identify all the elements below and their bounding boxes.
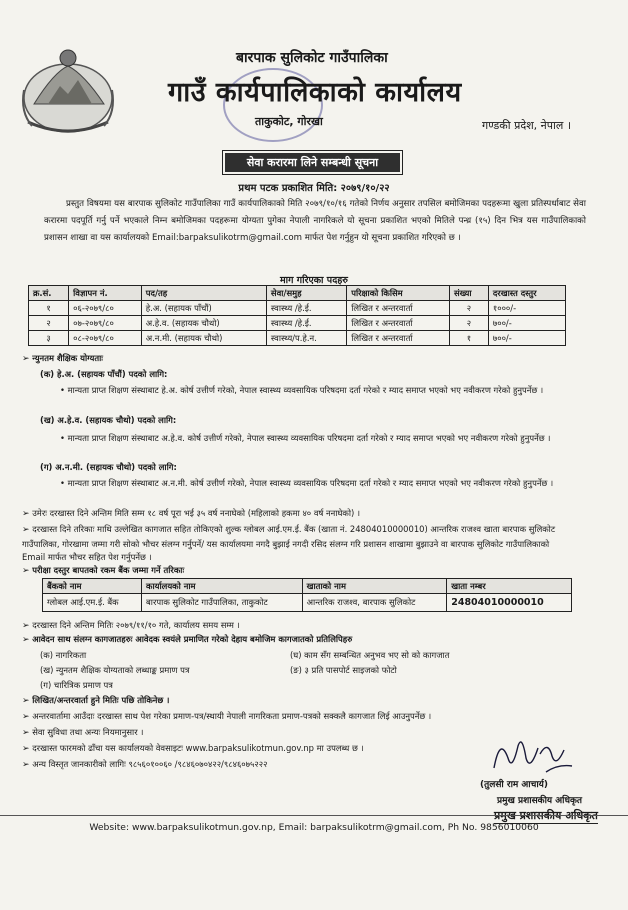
table-row — [29, 301, 566, 316]
documents-title — [22, 633, 352, 647]
table-cell: बारपाक सुलिकोट गाउँपालिका, ताकुकोट — [142, 594, 303, 612]
bank-table — [42, 578, 572, 612]
arrow-bullet-icon: ➢ — [22, 621, 30, 631]
table-header-cell: पद/तह — [141, 286, 266, 301]
qualification-heading-text: (ग) अ.न.मी. (सहायक चौथो) पदको लागि: — [40, 462, 177, 472]
arrow-bullet-icon: ➢ — [22, 354, 30, 364]
document-item: (ङ) ३ प्रति पासपोर्ट साइजको फोटो — [290, 665, 397, 675]
table-header-cell: परिक्षाको किसिम — [347, 286, 450, 301]
publish-date: प्रथम पटक प्रकाशित मिति: २०७९/१०/२२ — [238, 183, 390, 194]
posts-table — [28, 285, 566, 346]
table-cell: लिखित र अन्तरवार्ता — [347, 301, 450, 316]
fee-title — [22, 564, 184, 578]
qualification-text-content: मान्यता प्राप्त शिक्षण संस्थाबाट हे.अ. कोर्ष उत्तीर्ण गरेको, नेपाल स्वास्थ्य व्यवसायिक परिषदमा दर्ता गरेको र म्याद समाप्त भएको भए नवीकरण गरेको हुनुपर्नेछ । — [67, 385, 544, 395]
qualification-heading — [40, 368, 167, 381]
signatory-name: (तुलसी राम आचार्य) — [480, 780, 548, 790]
nepal-emblem-icon — [14, 42, 122, 138]
interview-documents-text: अन्तरवार्तामा आउँदाः दरखास्त साथ पेश गरेका प्रमाण-पत्र/स्थायी नेपाली नागरिकता प्रमाण-पत्रको सक्कलै कागजात लिई आउनुपर्नेछ । — [32, 711, 432, 721]
table-cell: ०७-२०७९/८० — [69, 316, 142, 331]
age-requirement — [22, 507, 360, 521]
table-cell: १ — [450, 331, 489, 346]
table-cell: लिखित र अन्तरवार्ता — [347, 331, 450, 346]
document-item: (घ) काम सँग सम्बन्धित अनुभव भए सो को कागजात — [290, 650, 450, 660]
table-header-row — [43, 579, 572, 594]
arrow-bullet-icon: ➢ — [22, 696, 30, 706]
footer-divider — [0, 815, 628, 816]
age-text: उमेरः दरखास्त दिने अन्तिम मिति सम्म १८ वर्ष पूरा भई ३५ वर्ष ननाघेको (महिलाको हकमा ४० वर्ष ननाघेको) । — [32, 508, 361, 518]
office-name: गाउँ कार्यपालिकाको कार्यालय — [168, 77, 462, 108]
table-cell: स्वास्थ्य/प.हे.न. — [266, 331, 346, 346]
contact-info-text: अन्य विस्तृत जानकारीको लागिः ९८५६०१००६० /९८४६०७०४२२/९८४६०७५२२२ — [32, 759, 268, 769]
table-row — [29, 331, 566, 346]
deadline — [22, 619, 240, 633]
arrow-bullet-icon: ➢ — [22, 712, 30, 722]
arrow-bullet-icon: ➢ — [22, 635, 30, 645]
table-cell: २ — [29, 316, 69, 331]
qualification-heading-text: (ख) अ.हे.व. (सहायक चौथो) पदको लागि: — [40, 415, 177, 425]
form-info-text: दरखास्त फारमको ढाँचा यस कार्यालयको वेवसाइटः www.barpaksulikotmun.gov.np मा उपलब्ध छ । — [32, 743, 364, 753]
table-row — [29, 316, 566, 331]
arrow-bullet-icon: ➢ — [22, 525, 30, 535]
province-label: गण्डकी प्रदेश, नेपाल । — [482, 119, 571, 132]
exam-date-text: लिखित/अन्तरवार्ता हुने मितिः पछि तोकिनेछ । — [32, 695, 170, 705]
qualifications-title-text: न्युनतम शैक्षिक योग्यताः — [32, 353, 103, 363]
footer-contact: Website: www.barpaksulikotmun.gov.np, Email: barpaksulikotrm@gmail.com, Ph No. 9856010060 — [89, 822, 539, 833]
arrow-bullet-icon: ➢ — [22, 566, 30, 576]
table-cell: ७००/- — [488, 316, 565, 331]
document-item: (क) नागरिकता — [40, 650, 87, 660]
table-cell: ०६-२०७९/८० — [69, 301, 142, 316]
table-cell: स्वास्थ्य /हे.ई. — [266, 301, 346, 316]
signatory-title: प्रमुख प्रशासकीय अधिकृत — [497, 796, 583, 806]
table-cell: ग्लोबल आई.एम.ई. बैंक — [43, 594, 142, 612]
table-header-row — [29, 286, 566, 301]
application-method — [22, 523, 572, 565]
table-cell: १०००/- — [488, 301, 565, 316]
table-header-cell: क्र.सं. — [29, 286, 69, 301]
qualification-text-content: मान्यता प्राप्त शिक्षण संस्थाबाट अ.न.मी. कोर्ष उत्तीर्ण गरेको, नेपाल स्वास्थ्य व्यवसायिक परिषदमा दर्ता गरेको र म्याद समाप्त भएको भए नवीकरण गरेको हुनुपर्नेछ । — [67, 478, 554, 488]
table-header-cell: संख्या — [450, 286, 489, 301]
table-cell: १ — [29, 301, 69, 316]
deadline-text: दरखास्त दिने अन्तिम मितिः २०७९/११/१० गते, कार्यालय समय सम्म । — [32, 620, 240, 630]
table-cell: अ.हे.व. (सहायक चौथो) — [141, 316, 266, 331]
office-address: ताकुकोट, गोरखा — [255, 115, 323, 128]
municipality-name: बारपाक सुलिकोट गाउँपालिका — [236, 50, 388, 66]
table-cell: 24804010000010 — [447, 594, 572, 612]
table-cell: ७००/- — [488, 331, 565, 346]
table-cell: २ — [450, 316, 489, 331]
table-row — [43, 594, 572, 612]
arrow-bullet-icon: ➢ — [22, 744, 30, 754]
table-cell: आन्तरिक राजश्व, बारपाक सुलिकोट — [302, 594, 447, 612]
table-header-cell: बैंकको नाम — [43, 579, 142, 594]
document-item: (ग) चारित्रिक प्रमाण पत्र — [40, 680, 113, 690]
arrow-bullet-icon: ➢ — [22, 509, 30, 519]
qualification-text: • मान्यता प्राप्त शिक्षण संस्थाबाट अ.हे.व. कोर्ष उत्तीर्ण गरेको, नेपाल स्वास्थ्य व्यवसायिक परिषदमा दर्ता गरेको र म्याद समाप्त भएको भए नवीकरण गरेको हुनुपर्नेछ । — [60, 433, 551, 443]
arrow-bullet-icon: ➢ — [22, 760, 30, 770]
table-cell: हे.अ. (सहायक पाँचौं) — [141, 301, 266, 316]
table-header-cell: खाताको नाम — [302, 579, 447, 594]
qualifications-title — [22, 352, 103, 366]
arrow-bullet-icon: ➢ — [22, 728, 30, 738]
application-method-text: दरखास्त दिने तरिकाः माथि उल्लेखित कागजात सहित तोकिएको शुल्क ग्लोबल आई.एम.ई. बैंक (खाता नं. 24804010000010) आन्तरिक राजश्व खाता बारपाक सुलिकोट गाउँपालिका, गोरखामा जम्मा गरी सोको भौचर संलग्न गर्नुपर्ने/ यस कार्यालयमा नगदै बुझाई नगदी रसिद संलग्न गरि प्रशासन शाखामा बुझाउने वा बारपाक सुलिकोट गाउँपालिकाको Email मार्फत भौचर सहित पेश गर्नुपर्नेछ । — [22, 524, 556, 562]
table-cell: अ.न.मी. (सहायक चौथो) — [141, 331, 266, 346]
table-cell: लिखित र अन्तरवार्ता — [347, 316, 450, 331]
qualification-text-content: मान्यता प्राप्त शिक्षण संस्थाबाट अ.हे.व. कोर्ष उत्तीर्ण गरेको, नेपाल स्वास्थ्य व्यवसायिक परिषदमा दर्ता गरेको र म्याद समाप्त भएको भए नवीकरण गरेको हुनुपर्नेछ । — [67, 433, 551, 443]
table-cell: स्वास्थ्य /हे.ई. — [266, 316, 346, 331]
table-header-cell: सेवा/समुह — [266, 286, 346, 301]
qualification-heading-text: (क) हे.अ. (सहायक पाँचौं) पदको लागि: — [40, 369, 168, 379]
handwritten-signature — [486, 728, 576, 784]
table-header-cell: विज्ञापन नं. — [69, 286, 142, 301]
facilities-text: सेवा सुविधा तथा अन्यः नियमानुसार । — [32, 727, 144, 737]
interview-documents — [22, 710, 431, 724]
posts-table-title: माग गरिएका पदहरु — [280, 275, 348, 286]
table-header-cell: खाता नम्बर — [447, 579, 572, 594]
table-header-cell: कार्यालयको नाम — [142, 579, 303, 594]
qualification-heading — [40, 414, 176, 427]
signatory-title-stamp: प्रमुख प्रशासकीय अधिकृत — [494, 809, 598, 822]
form-info — [22, 742, 364, 756]
intro-paragraph: प्रस्तुत विषयमा यस बारपाक सुलिकोट गाउँपालिका गाउँ कार्यपालिकाको मिति २०७९/१०/१६ गतेको निर्णय अनुसार तपसिल बमोजिमका पदहरूमा खुला प्रतिस्पर्धाबाट सेवा करारमा पदपूर्ति गर्नु पर्ने भएकाले निम्न बमोजिमका पदहरूमा योग्यता पुगेका नेपाली नागरिकले यो सूचना प्रकाशित भएको मितिले पन्ध्र (१५) दिन भित्र यस गाउँपालिकाको प्रशासन शाखा वा यस कार्यालयको Email:barpaksulikotrm@gmail.com मार्फत पेश गर्नुहुन यो सूचना प्रकाशित गरिएको छ । — [44, 199, 586, 243]
facilities — [22, 726, 143, 740]
table-cell: २ — [450, 301, 489, 316]
table-cell: ३ — [29, 331, 69, 346]
contact-info — [22, 758, 267, 772]
table-header-cell: दरखास्त दस्तुर — [488, 286, 565, 301]
qualification-text: • मान्यता प्राप्त शिक्षण संस्थाबाट हे.अ. कोर्ष उत्तीर्ण गरेको, नेपाल स्वास्थ्य व्यवसायिक परिषदमा दर्ता गरेको र म्याद समाप्त भएको भए नवीकरण गरेको हुनुपर्नेछ । — [60, 385, 544, 395]
documents-title-text: आवेदन साथ संलग्न कागजातहरुः आवेदक स्वयंले प्रमाणित गरेको देहाय बमोजिम कागजातको प्रतिलिपिहरु — [32, 634, 353, 644]
qualification-heading — [40, 461, 177, 474]
fee-title-text: परीक्षा दस्तुर बापतको रकम बैंक जम्मा गर्ने तरिकाः — [32, 565, 185, 575]
exam-date — [22, 694, 169, 708]
document-item: (ख) न्युनतम शैक्षिक योग्यताको लब्धाङ्क प्रमाण पत्र — [40, 665, 190, 675]
qualification-text: • मान्यता प्राप्त शिक्षण संस्थाबाट अ.न.मी. कोर्ष उत्तीर्ण गरेको, नेपाल स्वास्थ्य व्यवसायिक परिषदमा दर्ता गरेको र म्याद समाप्त भएको भए नवीकरण गरेको हुनुपर्नेछ । — [60, 478, 554, 488]
table-cell: ०८-२०७९/८० — [69, 331, 142, 346]
notice-title: सेवा करारमा लिने सम्बन्धी सूचना — [225, 153, 400, 172]
